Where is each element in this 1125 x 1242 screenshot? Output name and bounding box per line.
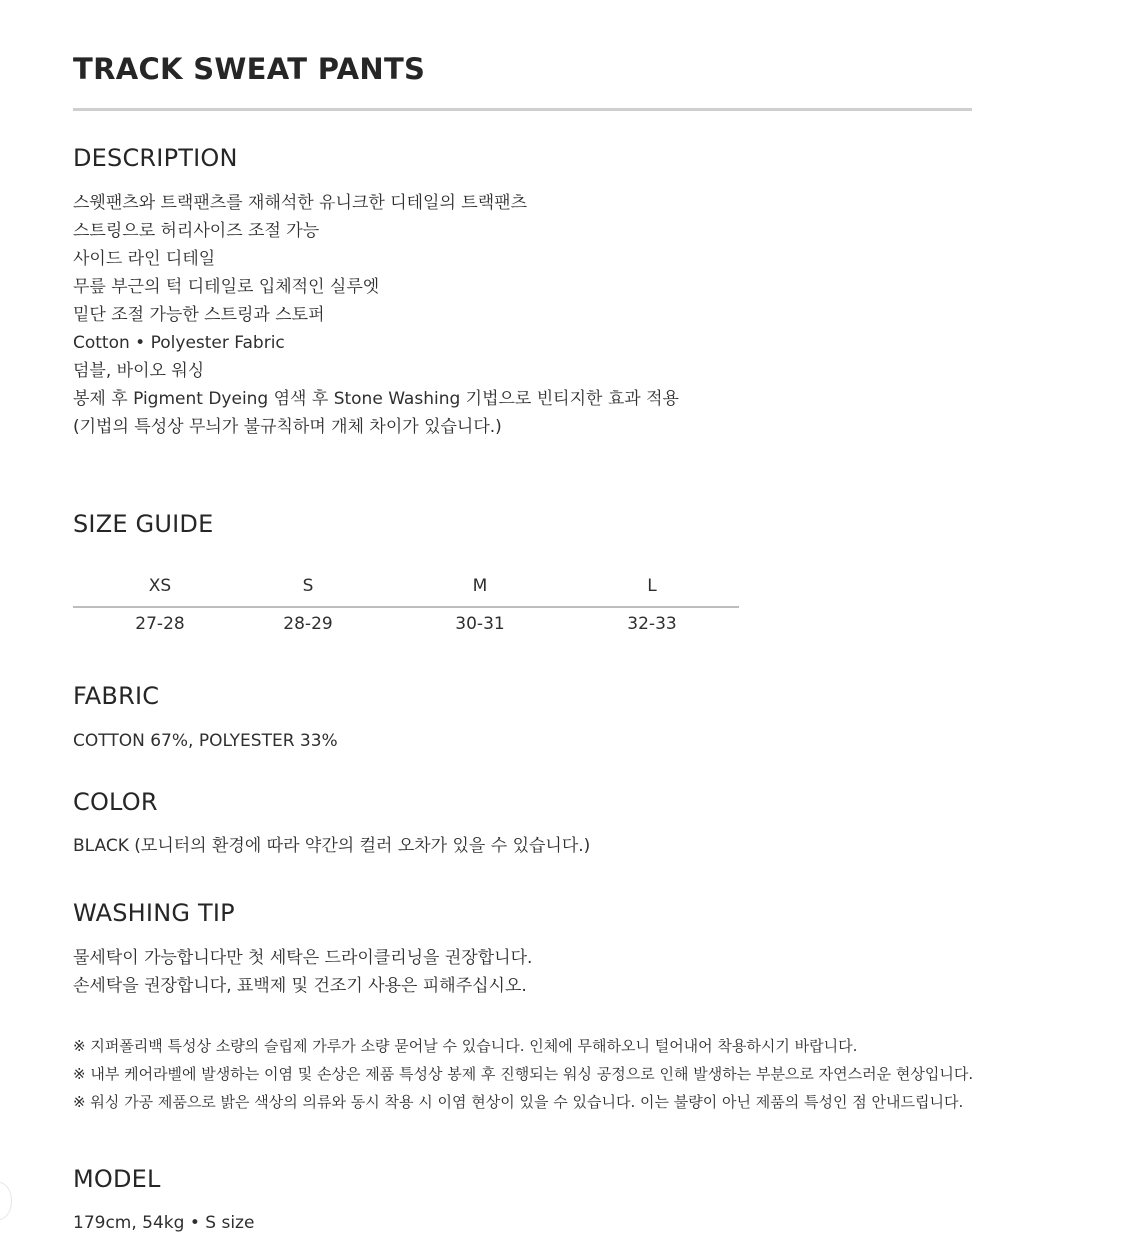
washing-tip-heading: WASHING TIP <box>73 899 235 927</box>
size-header-cell: L <box>647 576 657 596</box>
size-header-cell: M <box>472 576 488 596</box>
size-header-cell: S <box>302 576 314 596</box>
size-table <box>73 570 739 644</box>
size-value-row <box>73 608 739 644</box>
fabric-heading: FABRIC <box>73 682 160 710</box>
size-header-cell: XS <box>148 576 172 596</box>
color-heading: COLOR <box>73 788 158 816</box>
care-note: ※ 지퍼폴리백 특성상 소량의 슬립제 가루가 소량 묻어날 수 있습니다. 인체에 무해하오니 털어내어 착용하시기 바랍니다. <box>73 1037 858 1055</box>
washing-tip-text <box>73 944 532 1000</box>
size-value-cell: 30-31 <box>455 614 505 634</box>
description-line: 무릎 부근의 턱 디테일로 입체적인 실루엣 <box>73 277 380 297</box>
description-line: 스웻팬츠와 트랙팬츠를 재해석한 유니크한 디테일의 트랙팬츠 <box>73 193 527 213</box>
description-line: 사이드 라인 디테일 <box>73 249 216 269</box>
fabric-text: COTTON 67%, POLYESTER 33% <box>73 731 338 751</box>
model-text: 179cm, 54kg • S size <box>73 1213 255 1233</box>
care-notes <box>73 1032 973 1116</box>
washing-tip-line: 손세탁을 권장합니다, 표백제 및 건조기 사용은 피해주십시오. <box>73 976 527 996</box>
description-heading: DESCRIPTION <box>73 144 238 172</box>
description-text <box>73 189 679 441</box>
title-divider <box>73 108 972 111</box>
description-line: Cotton • Polyester Fabric <box>73 333 285 353</box>
description-line: 봉제 후 Pigment Dyeing 염색 후 Stone Washing 기법으로 빈티지한 효과 적용 <box>73 389 679 409</box>
care-note: ※ 내부 케어라벨에 발생하는 이염 및 손상은 제품 특성상 봉제 후 진행되는 워싱 공정으로 인해 발생하는 부분으로 자연스러운 현상입니다. <box>73 1065 974 1083</box>
care-note: ※ 워싱 가공 제품으로 밝은 색상의 의류와 동시 착용 시 이염 현상이 있을 수 있습니다. 이는 불량이 아닌 제품의 특성인 점 안내드립니다. <box>73 1093 964 1111</box>
description-line: 스트링으로 허리사이즈 조절 가능 <box>73 221 320 241</box>
size-header-row <box>73 570 739 606</box>
washing-tip-line: 물세탁이 가능합니다만 첫 세탁은 드라이클리닝을 권장합니다. <box>73 948 533 968</box>
size-guide-heading: SIZE GUIDE <box>73 510 214 538</box>
description-line: 덤블, 바이오 워싱 <box>73 361 205 381</box>
size-value-cell: 27-28 <box>135 614 185 634</box>
color-text: BLACK (모니터의 환경에 따라 약간의 컬러 오차가 있을 수 있습니다.) <box>73 836 591 856</box>
model-heading: MODEL <box>73 1165 161 1193</box>
size-value-cell: 32-33 <box>627 614 677 634</box>
description-line: (기법의 특성상 무늬가 불규칙하며 개체 차이가 있습니다.) <box>73 417 502 437</box>
size-value-cell: 28-29 <box>283 614 333 634</box>
description-line: 밑단 조절 가능한 스트링과 스토퍼 <box>73 305 325 325</box>
scroll-edge-mark <box>0 1182 12 1220</box>
product-title: TRACK SWEAT PANTS <box>73 52 426 86</box>
